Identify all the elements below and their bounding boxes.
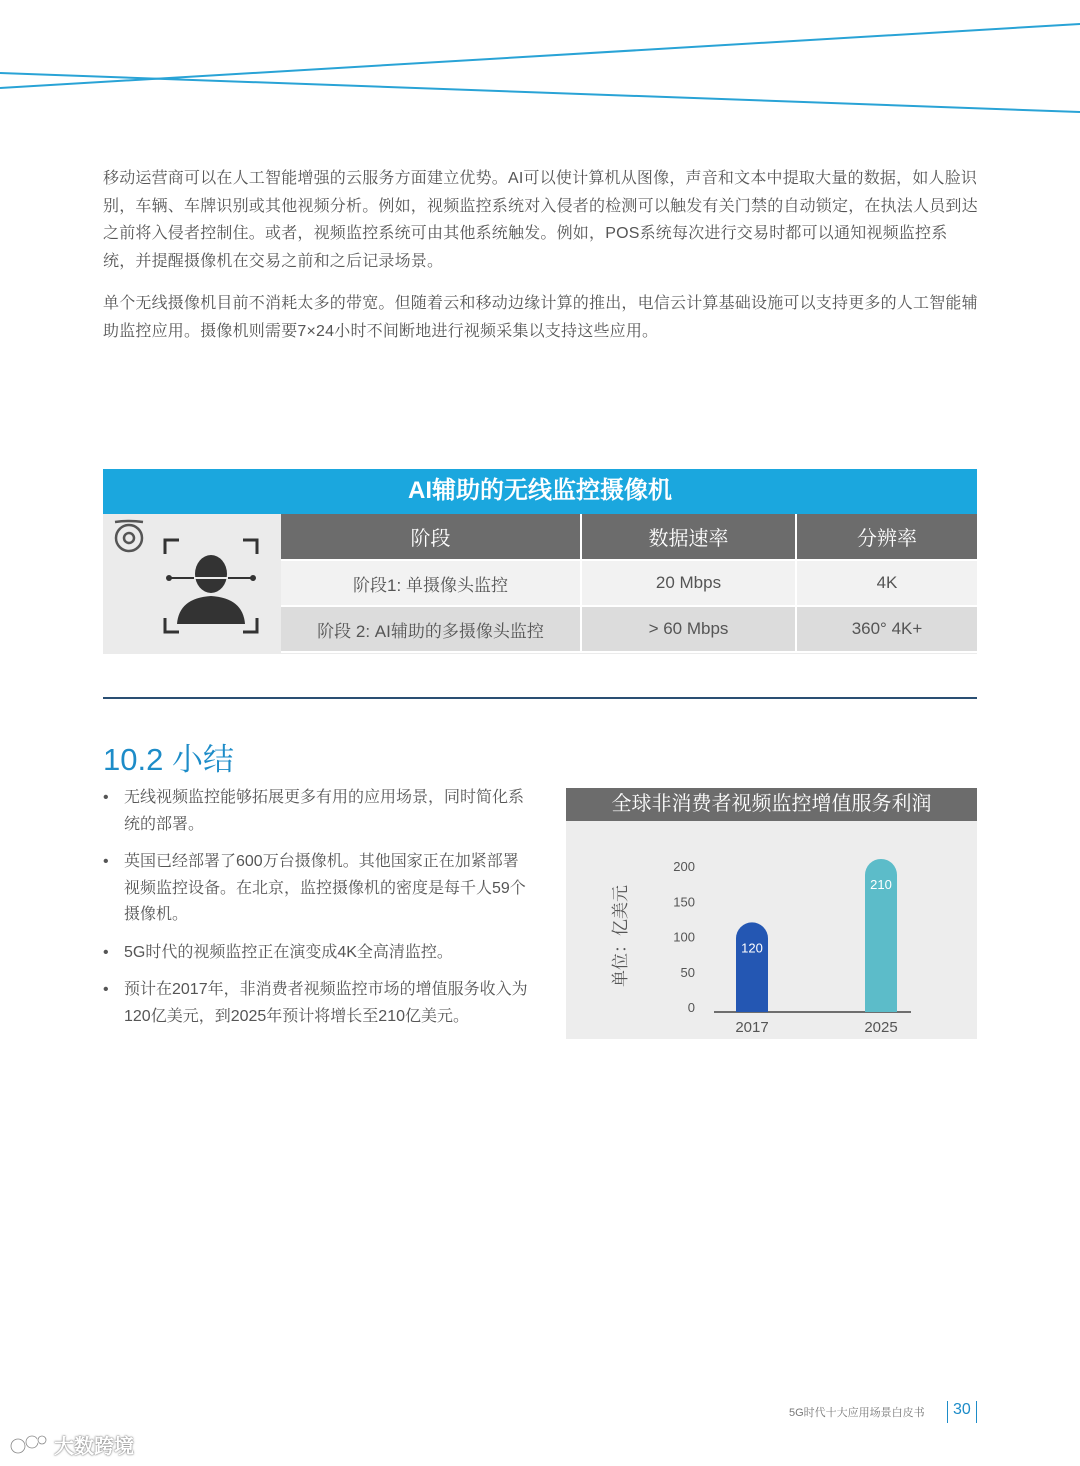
list-item-text: 预计在2017年，非消费者视频监控市场的增值服务收入为120亿美元，到2025年预计将增长至210亿美元。: [124, 981, 528, 1025]
page-number: 30: [953, 1401, 971, 1418]
bullet-icon: •: [103, 853, 109, 870]
ai-camera-table-panel: [103, 469, 977, 654]
bar: [736, 922, 768, 1012]
table-cell: 阶段 2: AI辅助的多摄像头监控: [281, 606, 581, 652]
bullet-icon: •: [103, 981, 109, 998]
bullet-icon: •: [103, 943, 109, 961]
y-tick-label: 100: [673, 929, 695, 945]
y-tick-label: 50: [680, 964, 695, 980]
summary-bullet-list: [103, 785, 533, 1041]
table-header-stage: 阶段: [281, 514, 581, 560]
table-row: [281, 560, 977, 606]
bar-data-label: 210: [870, 876, 892, 892]
list-item-text: 5G时代的视频监控正在演变成4K全高清监控。: [124, 943, 453, 961]
table-row: [281, 606, 977, 652]
watermark-logo-icon: [8, 1433, 48, 1457]
table-cell: 4K: [796, 560, 977, 606]
x-tick-label: 2025: [864, 1019, 898, 1036]
table-cell: 阶段1: 单摄像头监控: [281, 560, 581, 606]
section-divider: [103, 697, 977, 699]
table-cell: 20 Mbps: [581, 560, 796, 606]
table-cell: > 60 Mbps: [581, 606, 796, 652]
bar-data-label: 120: [741, 940, 763, 956]
y-tick-label: 0: [687, 1000, 695, 1015]
watermark: [8, 1430, 134, 1459]
footer-doc-title: 5G时代十大应用场景白皮书: [789, 1407, 925, 1419]
y-tick-label: 200: [673, 859, 695, 874]
header-decoration-lines: [0, 0, 1080, 130]
section-title: 10.2 小结: [103, 742, 234, 777]
list-item-text: 无线视频监控能够拓展更多有用的应用场景，同时简化系统的部署。: [124, 789, 525, 833]
camera-icon: [107, 516, 157, 566]
profit-bar-chart: [566, 788, 977, 1039]
ai-icon-area: [103, 514, 281, 654]
ai-camera-table-title: AI辅助的无线监控摄像机: [103, 469, 977, 514]
list-item: [103, 940, 533, 967]
list-item: [103, 849, 533, 929]
bullet-icon: •: [103, 789, 109, 806]
watermark-text: 大数跨境: [54, 1436, 134, 1458]
face-recognition-icon: [161, 536, 261, 636]
body-paragraph-1: 移动运营商可以在人工智能增强的云服务方面建立优势。AI可以使计算机从图像，声音和文本中提取大量的数据，如人脸识别，车辆、车牌识别或其他视频分析。例如，视频监控系统对入侵者的检测可以触发有关门禁的自动锁定，在执法人员到达之前将入侵者控制住。或者，视频监控系统可由其他系统触发。例如，POS系统每次进行交易时都可以通知视频监控系统，并提醒摄像机在交易之前和之后记录场景。: [103, 170, 978, 270]
ai-camera-table: [281, 514, 977, 653]
y-axis-label: 单位：亿美元: [611, 885, 630, 987]
list-item: [103, 785, 533, 838]
table-header-resolution: 分辨率: [796, 514, 977, 560]
footer-divider: [976, 1401, 977, 1423]
table-cell: 360° 4K+: [796, 606, 977, 652]
profit-chart-panel: [566, 788, 977, 1039]
table-header-data-rate: 数据速率: [581, 514, 796, 560]
body-paragraph-2: 单个无线摄像机目前不消耗太多的带宽。但随着云和移动边缘计算的推出，电信云计算基础设施可以支持更多的人工智能辅助监控应用。摄像机则需要7×24小时不间断地进行视频采集以支持这些应用。: [103, 295, 978, 340]
chart-title: 全球非消费者视频监控增值服务利润: [566, 788, 977, 821]
y-tick-label: 150: [673, 894, 695, 910]
footer-divider: [947, 1401, 948, 1423]
list-item: [103, 977, 533, 1030]
x-tick-label: 2017: [735, 1019, 769, 1036]
list-item-text: 英国已经部署了600万台摄像机。其他国家正在加紧部署视频监控设备。在北京，监控摄像机的密度是每千人59个摄像机。: [124, 853, 526, 923]
